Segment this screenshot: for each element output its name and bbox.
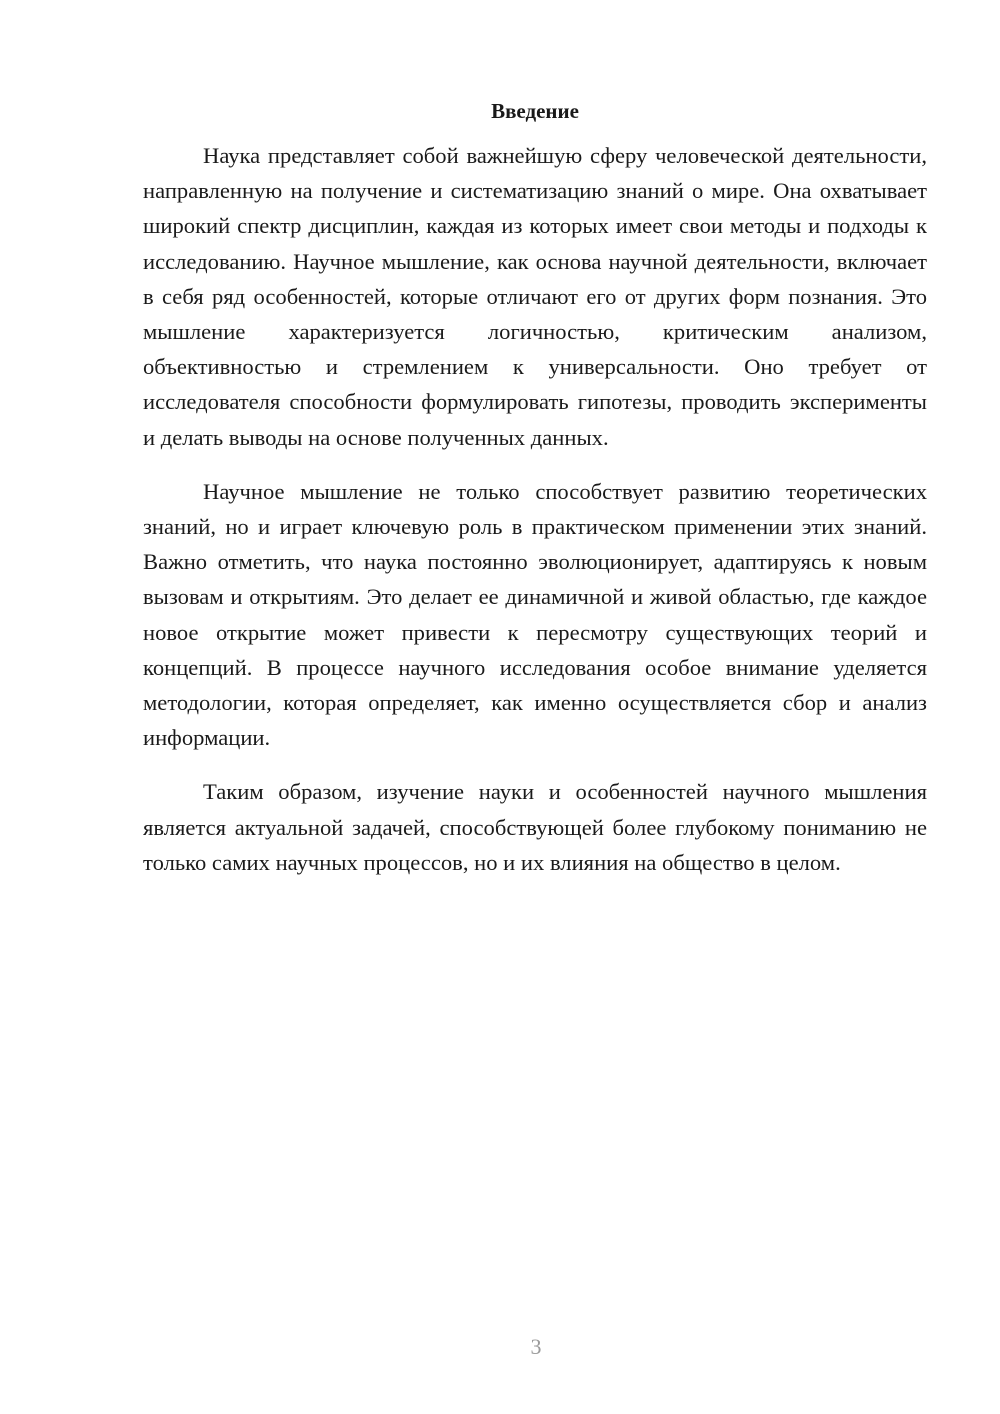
page-number: 3 (530, 1334, 542, 1359)
paragraph-2: Научное мышление не только способствует развитию теоретических знаний, но и играет ключевую роль в практическом применении этих знаний. Важно отметить, что наука постоянно эволюционирует, адаптируясь к новым вызовам и открытиям. Это делает ее динамичной и живой областью, где каждое новое открытие может привести к пересмотру существующих теорий и концепций. В процессе научного исследования особое внимание уделяется методологии, которая определяет, как именно осуществляется сбор и анализ информации. (143, 478, 927, 751)
section-heading: Введение (491, 99, 579, 123)
page-content (143, 96, 927, 899)
paragraph-1: Наука представляет собой важнейшую сферу человеческой деятельности, направленную на получение и систематизацию знаний о мире. Она охватывает широкий спектр дисциплин, каждая из которых имеет свои методы и подходы к исследованию. Научное мышление, как основа научной деятельности, включает в себя ряд особенностей, которые отличают его от других форм познания. Это мышление характеризуется логичностью, критическим анализом, объективностью и стремлением к универсальности. Оно требует от исследователя способности формулировать гипотезы, проводить эксперименты и делать выводы на основе полученных данных. (143, 143, 927, 450)
paragraph-3: Таким образом, изучение науки и особенностей научного мышления является актуальной задачей, способствующей более глубокому пониманию не только самих научных процессов, но и их влияния на общество в целом. (143, 779, 927, 875)
